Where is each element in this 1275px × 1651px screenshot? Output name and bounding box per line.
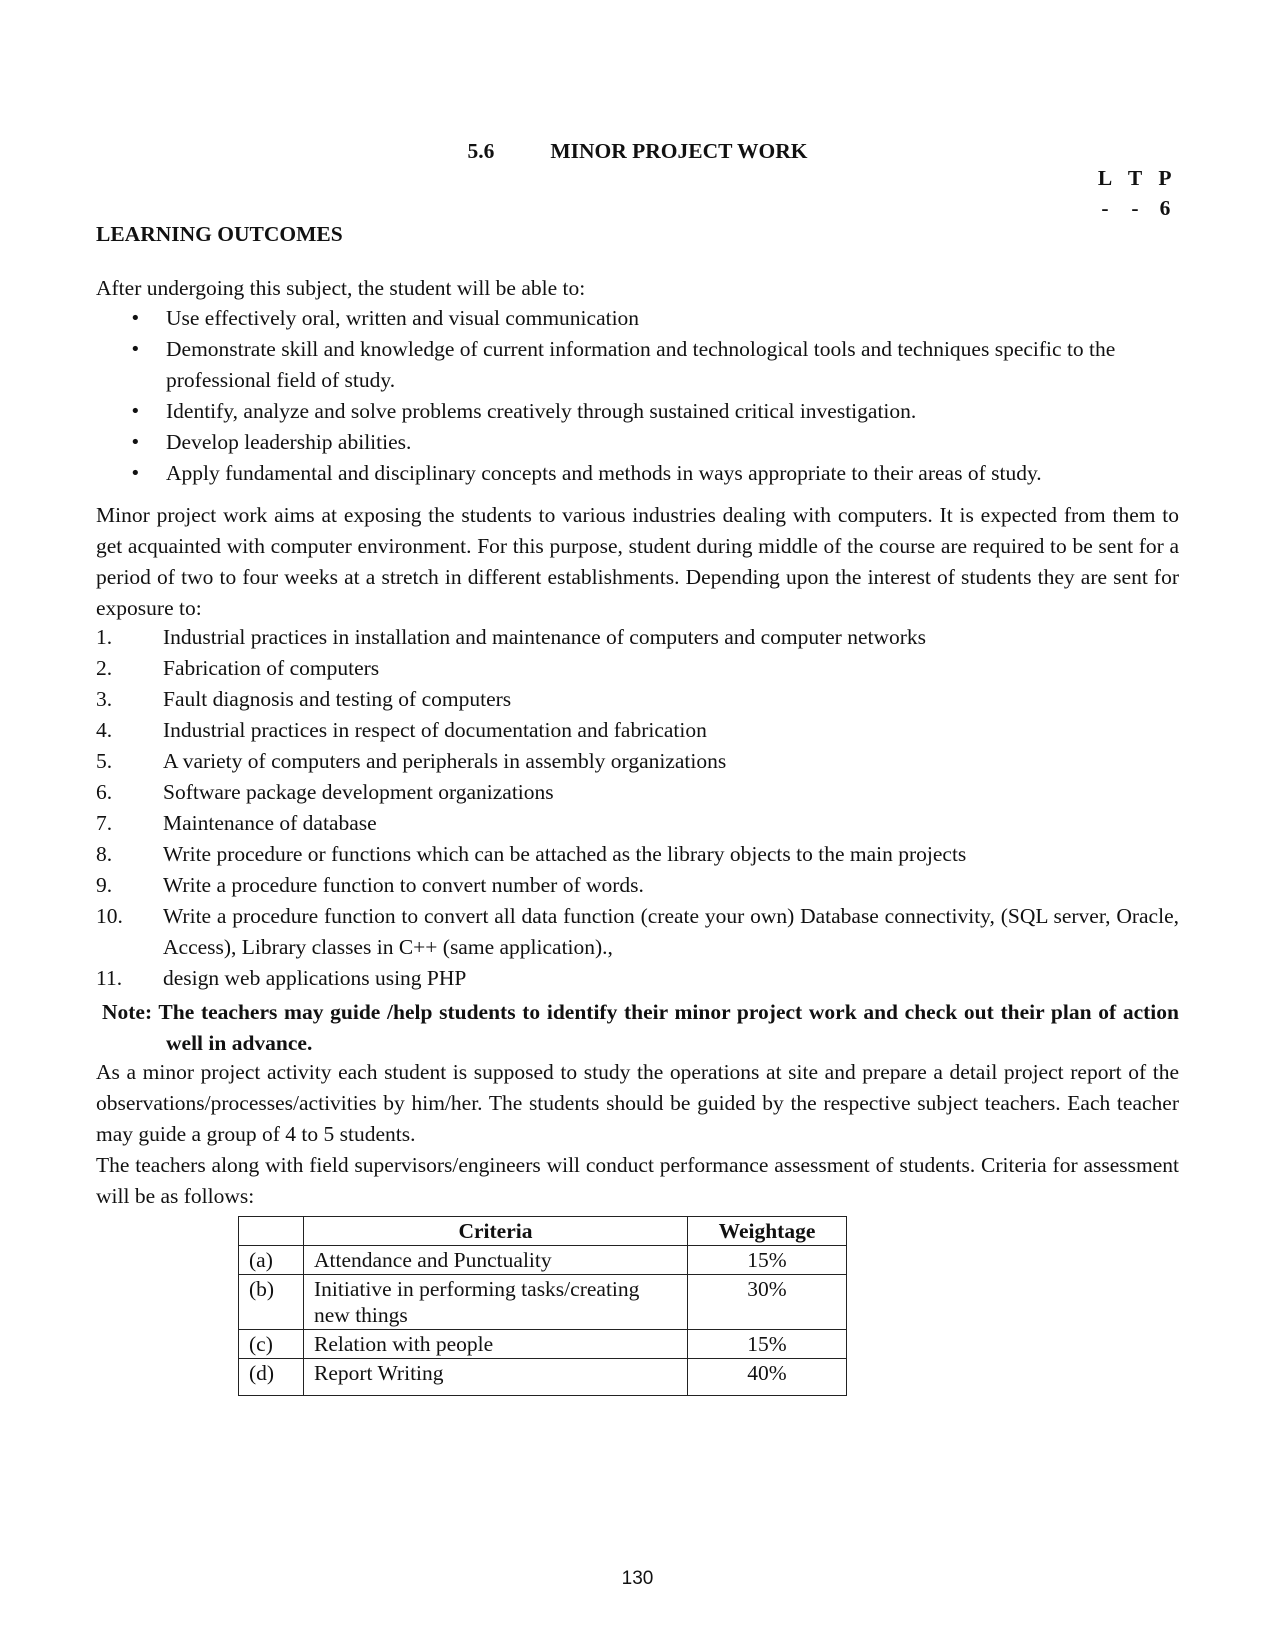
ltp-t-value: - xyxy=(1131,196,1139,220)
list-item xyxy=(96,746,1179,777)
table-header-row xyxy=(239,1217,847,1246)
ltp-l-value: - xyxy=(1101,196,1109,220)
ltp-value-row xyxy=(1090,196,1180,221)
assessment-paragraph: The teachers along with field supervisors/engineers will conduct performance assessment of students. Criteria for assessment will be as follows: xyxy=(96,1153,1179,1208)
item-text: Software package development organizations xyxy=(163,780,554,804)
item-number: 3. xyxy=(96,687,113,711)
ltp-l-label: L xyxy=(1097,166,1113,190)
item-text: design web applications using PHP xyxy=(163,966,467,990)
item-number: 5. xyxy=(96,749,113,773)
row-weightage: 40% xyxy=(688,1359,847,1396)
list-item xyxy=(96,777,1179,808)
section-title: MINOR PROJECT WORK xyxy=(550,139,808,163)
item-number: 8. xyxy=(96,842,113,866)
item-text: Maintenance of database xyxy=(163,811,377,835)
item-text: Write a procedure function to convert all data function (create your own) Database connectivity, (SQL server, Oracle, Access), Library classes in C++ (same application)., xyxy=(163,904,1179,959)
item-text: Industrial practices in installation and maintenance of computers and computer networks xyxy=(163,625,927,649)
row-criteria: Relation with people xyxy=(304,1330,688,1359)
item-number: 1. xyxy=(96,625,113,649)
ltp-p-value: 6 xyxy=(1159,196,1171,220)
row-id: (a) xyxy=(239,1246,304,1275)
intro-text: After undergoing this subject, the student will be able to: xyxy=(96,276,586,300)
item-text: Fabrication of computers xyxy=(163,656,380,680)
row-weightage: 15% xyxy=(688,1330,847,1359)
note-text: Note: The teachers may guide /help students to identify their minor project work and check out their plan of action well in advance. xyxy=(102,1000,1179,1055)
item-number: 2. xyxy=(96,656,113,680)
row-criteria: Report Writing xyxy=(304,1359,688,1396)
list-item xyxy=(96,715,1179,746)
item-number: 9. xyxy=(96,873,113,897)
row-id: (d) xyxy=(239,1359,304,1396)
section-heading xyxy=(0,139,1275,164)
table-row xyxy=(239,1246,847,1275)
ltp-t-label: T xyxy=(1127,166,1143,190)
ltp-p-label: P xyxy=(1158,166,1172,190)
list-item xyxy=(96,901,1179,963)
list-item xyxy=(96,622,1179,653)
table-row xyxy=(239,1275,847,1330)
item-text: A variety of computers and peripherals in assembly organizations xyxy=(163,749,727,773)
item-text: Industrial practices in respect of documentation and fabrication xyxy=(163,718,707,742)
row-weightage: 30% xyxy=(688,1275,847,1330)
list-item xyxy=(96,839,1179,870)
table-row xyxy=(239,1330,847,1359)
item-number: 4. xyxy=(96,718,113,742)
table-row xyxy=(239,1359,847,1396)
list-item: • Demonstrate skill and knowledge of current information and technological tools and techniques specific to the professional field of study. xyxy=(130,334,1180,396)
criteria-column-header: Criteria xyxy=(304,1217,688,1246)
list-item xyxy=(96,684,1179,715)
list-item xyxy=(96,963,1179,994)
learning-outcomes-title: LEARNING OUTCOMES xyxy=(96,222,343,246)
ltp-header-row xyxy=(1090,166,1180,191)
criteria-table xyxy=(238,1216,847,1396)
row-id: (b) xyxy=(239,1275,304,1330)
activity-paragraph: As a minor project activity each student is supposed to study the operations at site and prepare a detail project report of the observations/processes/activities by him/her. The students should be guided by the respective subject teachers. Each teacher may guide a group of 4 to 5 students. xyxy=(96,1060,1179,1146)
list-item: • Identify, analyze and solve problems creatively through sustained critical investigation. xyxy=(130,396,1180,427)
item-number: 11. xyxy=(96,966,123,990)
item-number: 6. xyxy=(96,780,113,804)
description-paragraph: Minor project work aims at exposing the students to various industries dealing with computers. It is expected from them to get acquainted with computer environment. For this purpose, student during middle of the course are required to be sent for a period of two to four weeks at a stretch in different establishments. Depending upon the interest of students they are sent for exposure to: xyxy=(96,503,1179,620)
item-text: Write a procedure function to convert number of words. xyxy=(163,873,644,897)
list-item: • Use effectively oral, written and visual communication xyxy=(130,303,1180,334)
list-item: • Apply fundamental and disciplinary concepts and methods in ways appropriate to their areas of study. xyxy=(130,458,1180,489)
item-number: 7. xyxy=(96,811,113,835)
id-column-header xyxy=(239,1217,304,1246)
item-text: Fault diagnosis and testing of computers xyxy=(163,687,512,711)
row-criteria: Initiative in performing tasks/creating new things xyxy=(304,1275,688,1330)
item-text: Write procedure or functions which can be attached as the library objects to the main projects xyxy=(163,842,967,866)
item-number: 10. xyxy=(96,904,123,928)
exposure-list xyxy=(96,622,1179,994)
row-id: (c) xyxy=(239,1330,304,1359)
list-item xyxy=(96,870,1179,901)
list-item xyxy=(96,653,1179,684)
outcomes-list xyxy=(130,303,1180,489)
row-criteria: Attendance and Punctuality xyxy=(304,1246,688,1275)
row-weightage: 15% xyxy=(688,1246,847,1275)
list-item xyxy=(96,808,1179,839)
page-number: 130 xyxy=(621,1568,654,1589)
list-item: • Develop leadership abilities. xyxy=(130,427,1180,458)
section-number: 5.6 xyxy=(467,139,495,163)
weightage-column-header: Weightage xyxy=(688,1217,847,1246)
